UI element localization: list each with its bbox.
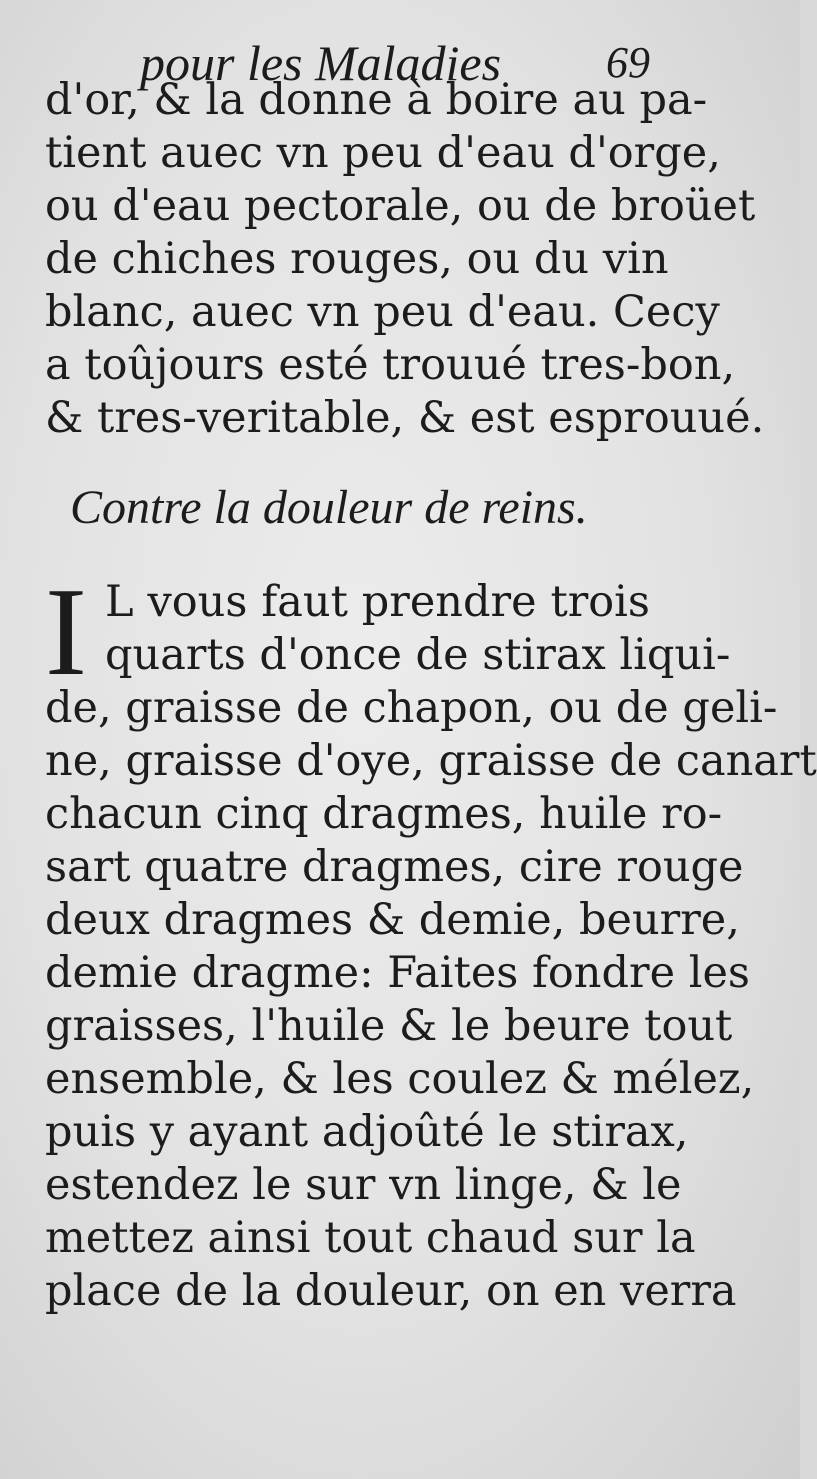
text-line: mettez ainsi tout chaud sur la [45, 1213, 696, 1263]
page-number: 69 [606, 38, 650, 87]
text-line: sart quatre dragmes, cire rouge [45, 842, 744, 892]
text-line: & tres-veritable, & est esprouué. [45, 393, 765, 443]
text-line: demie dragme: Faites fondre les [45, 948, 750, 998]
text-line: L vous faut prendre trois [105, 577, 650, 627]
text-line: chacun cinq dragmes, huile ro- [45, 789, 723, 839]
drop-cap: I [45, 563, 87, 702]
text-line: deux dragmes & demie, beurre, [45, 895, 740, 945]
text-line: ne, graisse d'oye, graisse de canart [45, 736, 817, 786]
paragraph-1 [45, 74, 765, 445]
text-line: ou d'eau pectorale, ou de broüet [45, 181, 756, 231]
running-head: pour les Maladies [140, 35, 502, 91]
text-line: place de la douleur, on en verra [45, 1266, 737, 1316]
text-line: puis y ayant adjoûté le stirax, [45, 1107, 689, 1157]
text-line: quarts d'once de stirax liqui- [105, 630, 731, 680]
text-line: blanc, auec vn peu d'eau. Cecy [45, 287, 720, 337]
text-line: tient auec vn peu d'eau d'orge, [45, 128, 721, 178]
text-line: graisses, l'huile & le beure tout [45, 1001, 733, 1051]
text-line: de chiches rouges, ou du vin [45, 234, 669, 284]
text-line: a toûjours esté trouué tres-bon, [45, 340, 736, 390]
text-line: ensemble, & les coulez & mélez, [45, 1054, 755, 1104]
section-heading: Contre la douleur de reins. [70, 481, 588, 534]
text-line: d'or, & la donne à boire au pa- [45, 75, 708, 125]
text-line: de, graisse de chapon, ou de geli- [45, 683, 778, 733]
text-line: estendez le sur vn linge, & le [45, 1160, 682, 1210]
paragraph-2 [45, 563, 817, 1318]
